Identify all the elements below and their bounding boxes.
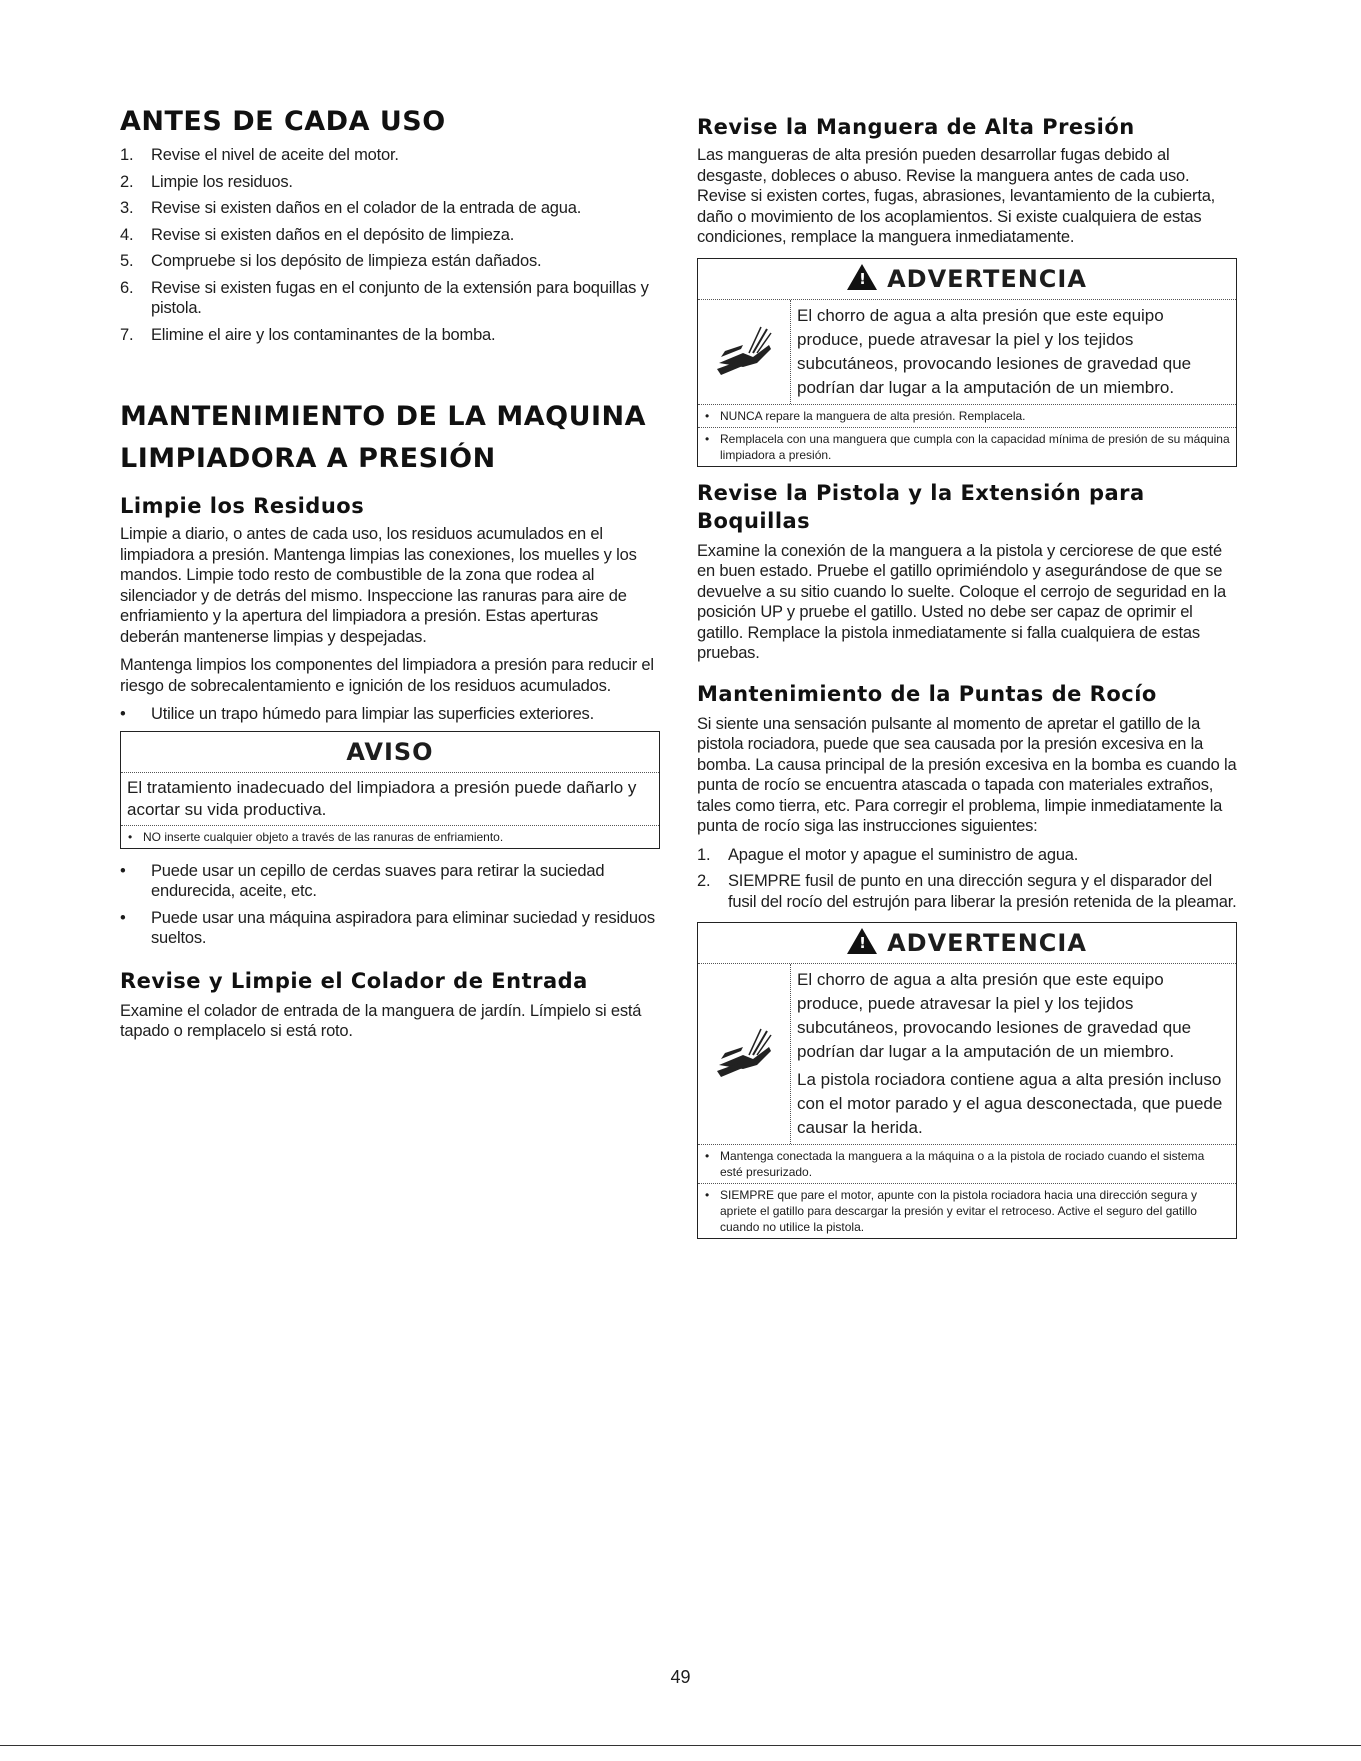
advertencia-body-1 (698, 300, 1236, 405)
list-item: 1. Revise el nivel de aceite del motor. (120, 146, 399, 164)
aviso-note: • NO inserte cualquier objeto a través de las ranuras de enfriamiento. (121, 826, 659, 848)
list-item: 7. Elimine el aire y los contaminantes de la bomba. (120, 325, 496, 344)
aviso-title: AVISO (121, 732, 659, 773)
puntas-list (697, 845, 1237, 913)
aviso-box (120, 731, 660, 849)
manguera-title: Revise la Manguera de Alta Presión (697, 115, 1135, 139)
antes-title: ANTES DE CADA USO (120, 106, 446, 137)
list-item: • Puede usar un cepillo de cerdas suaves para retirar la suciedad endurecida, aceite, etc. (120, 861, 660, 902)
antes-section (120, 105, 660, 351)
advertencia-title-1: ! ADVERTENCIA (698, 259, 1236, 300)
pistola-paragraph: Examine la conexión de la manguera a la pistola y cerciorese de que esté en buen estado. Pruebe el gatillo oprimiéndolo y asegurándose de que se devuelve a su sitio cuando lo suelte. Coloque el cerrojo de seguridad en la posición UP y pruebe el gatillo. Usted no debe ser capaz de oprimir el gatillo. Remplace la pistola inmediatamente si falla cualquiera de estas pruebas. (697, 541, 1226, 662)
limpie-title: Limpie los Residuos (120, 494, 365, 518)
advertencia-note: • NUNCA repare la manguera de alta presión. Remplacela. (698, 405, 1236, 428)
puntas-title: Mantenimiento de la Puntas de Rocío (697, 681, 1157, 706)
advertencia-body-2 (698, 964, 1236, 1145)
advertencia-text-1: El chorro de agua a alta presión que este equipo produce, puede atravesar la piel y los tejidos subcutáneos, provocando lesiones de gravedad que podrían dar lugar a la amputación de un miembro. (797, 305, 1192, 397)
antes-list (120, 145, 660, 345)
advertencia-note: • SIEMPRE que pare el motor, apunte con la pistola rociadora hacia una dirección segura y apriete el gatillo para descargar la presión y evitar el retroceso. Active el seguro del gatillo cuando no utilice la pistola. (698, 1184, 1236, 1238)
puntas-paragraph: Si siente una sensación pulsante al momento de apretar el gatillo de la pistola rociadora, puede que sea causada por la presión excesiva en la bomba. La causa principal de la presión excesiva en la bomba es cuando la punta de rocío se encuentra atascada o tapada con materiales extraños, tales como tierra, etc. Para corregir el problema, limpie inmediatamente la punta de rocío siga las instrucciones siguientes: (697, 714, 1237, 835)
advertencia-title-2: ! ADVERTENCIA (698, 923, 1236, 964)
high-pressure-injection-icon (698, 964, 791, 1144)
advertencia-note: • Mantenga conectada la manguera a la máquina o a la pistola de rociado cuando el sistema esté presurizado. (698, 1145, 1236, 1184)
colador-title: Revise y Limpie el Colador de Entrada (120, 968, 588, 993)
limpie-paragraph-2: Mantenga limpios los componentes del limpiadora a presión para reducir el riesgo de sobrecalentamiento e ignición de los residuos acumulados. (120, 656, 654, 695)
limpie-bullets (120, 704, 660, 725)
pistola-title: Revise la Pistola y la Extensión para Boquillas (697, 480, 1145, 533)
cleaning-bullets (120, 861, 660, 949)
mantenimiento-title-line2: LIMPIADORA A PRESIÓN (120, 443, 496, 474)
manguera-paragraph: Las mangueras de alta presión pueden desarrollar fugas debido al desgaste, dobleces o abuso. Revise la manguera antes de cada uso. Revise si existen cortes, fugas, abrasiones, levantamiento de la cubierta, daño o movimiento de los acoplamientos. Si existe cualquiera de estas condiciones, remplace la manguera inmediatamente. (697, 146, 1216, 246)
warning-triangle-icon: ! (847, 264, 877, 290)
warning-triangle-icon: ! (847, 928, 877, 954)
mantenimiento-title-line1: MANTENIMIENTO DE LA MAQUINA (120, 401, 647, 432)
manguera-section (697, 113, 1237, 1239)
limpie-paragraph-1: Limpie a diario, o antes de cada uso, los residuos acumulados en el limpiadora a presión. Mantenga limpias las conexiones, los muelles y los mandos. Limpie todo resto de combustible de la zona que rodea al silenciador y de detrás del mismo. Inspeccione las ranuras para aire de enfriamiento y la apertura del limpiadora a presión. Estas aperturas deberán mantenerse limpias y despejadas. (120, 525, 637, 646)
bottom-rule (0, 1745, 1361, 1746)
page-number: 49 (670, 1667, 691, 1687)
high-pressure-injection-icon (698, 300, 791, 404)
list-item: • Puede usar una máquina aspiradora para eliminar suciedad y residuos sueltos. (120, 908, 660, 949)
list-item: 2. Limpie los residuos. (120, 172, 293, 191)
list-item: 6. Revise si existen fugas en el conjunto de la extensión para boquillas y pistola. (120, 278, 649, 317)
aviso-body: El tratamiento inadecuado del limpiadora a presión puede dañarlo y acortar su vida productiva. (121, 773, 659, 826)
list-item: • Utilice un trapo húmedo para limpiar las superficies exteriores. (120, 704, 660, 725)
advertencia-box-2 (697, 922, 1237, 1239)
list-item: 4. Revise si existen daños en el depósito de limpieza. (120, 225, 515, 244)
list-item: 3. Revise si existen daños en el colador de la entrada de agua. (120, 199, 582, 217)
list-item: 5. Compruebe si los depósito de limpieza están dañados. (120, 252, 542, 270)
advertencia-note: • Remplacela con una manguera que cumpla con la capacidad mínima de presión de su máquina limpiadora a presión. (698, 428, 1236, 466)
list-item: 1. Apague el motor y apague el suministro de agua. (697, 845, 1079, 864)
colador-paragraph: Examine el colador de entrada de la manguera de jardín. Límpielo si está tapado o remplacelo si está roto. (120, 1001, 642, 1040)
advertencia-box-1 (697, 258, 1237, 467)
advertencia-text-2: El chorro de agua a alta presión que este equipo produce, puede atravesar la piel y los tejidos subcutáneos, provocando lesiones de gravedad que podrían dar lugar a la amputación de un miembro. La pistola rociadora contiene agua a alta presión incluso con el motor parado y el agua desconectada, que puede causar la herida. (797, 970, 1223, 1137)
list-item: 2. SIEMPRE fusil de punto en una dirección segura y el disparador del fusil del rocío del estrujón para liberar la presión retenida de la pleamar. (697, 872, 1237, 911)
mantenimiento-section (120, 400, 660, 1042)
